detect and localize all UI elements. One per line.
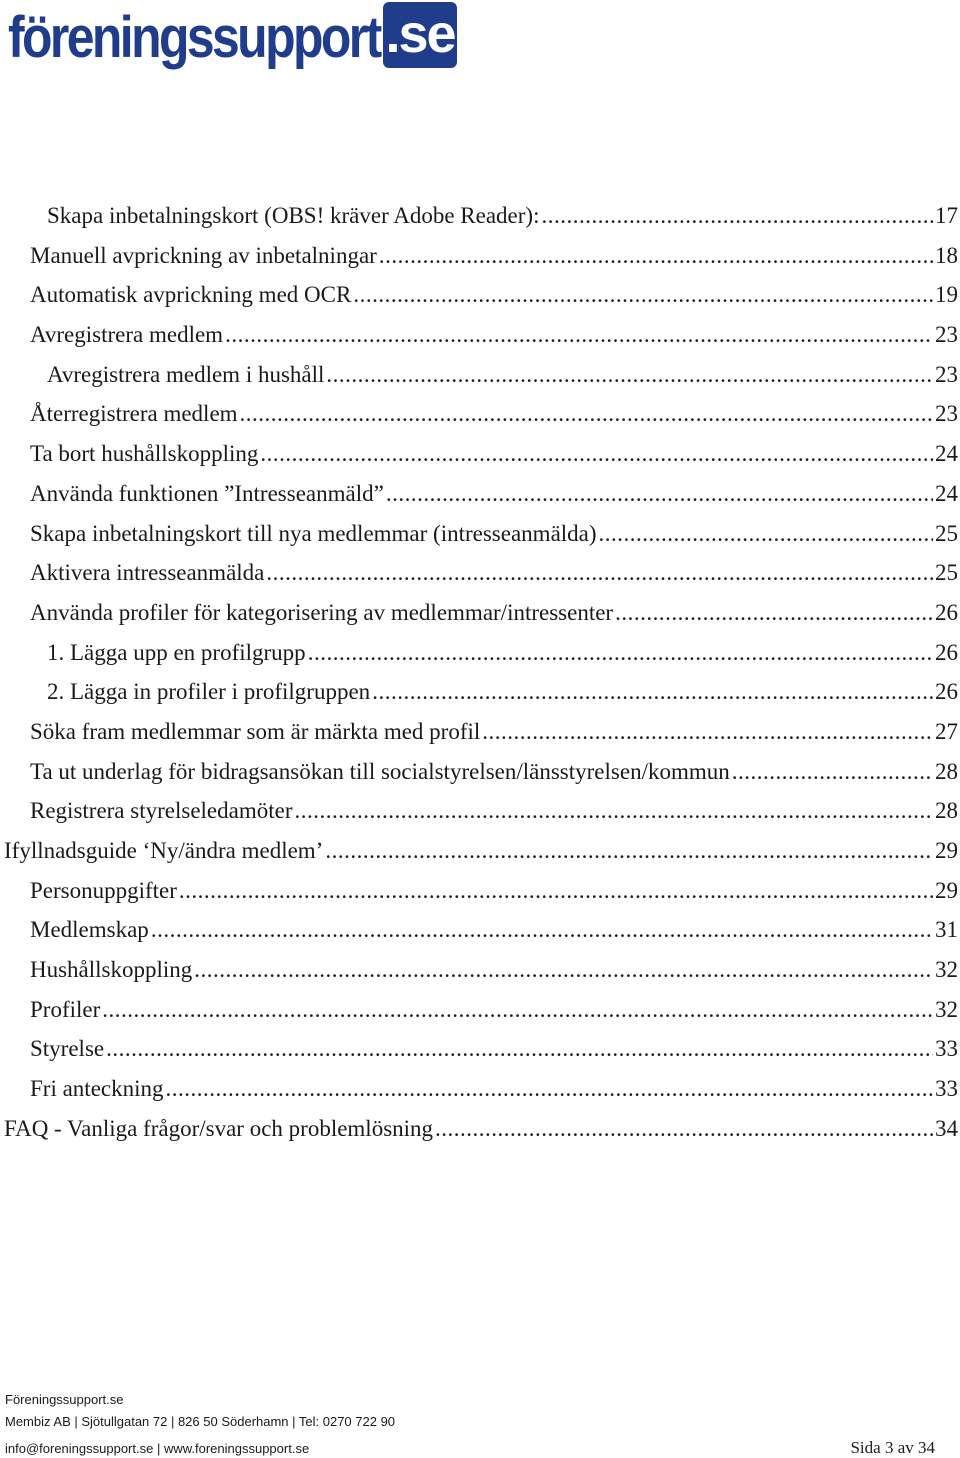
toc-entry-title: Personuppgifter xyxy=(30,877,177,903)
toc-entry-page: 26 xyxy=(935,599,958,625)
toc-entry[interactable] xyxy=(0,355,960,395)
toc-dot-leader xyxy=(260,434,933,474)
footer-contact: info@foreningssupport.se | www.foreningssupport.se xyxy=(5,1441,310,1456)
toc-entry[interactable] xyxy=(0,394,960,434)
toc-entry-page: 23 xyxy=(935,361,958,387)
footer-address: Membiz AB | Sjötullgatan 72 | 826 50 Söderhamn | Tel: 0270 722 90 xyxy=(5,1414,396,1429)
toc-dot-leader xyxy=(179,871,933,911)
toc-entry-page: 25 xyxy=(935,560,958,586)
toc-entry-title: Återregistrera medlem xyxy=(30,401,238,427)
table-of-contents xyxy=(0,196,960,1149)
toc-dot-leader xyxy=(102,990,933,1030)
toc-dot-leader xyxy=(386,474,933,514)
toc-entry-title: Skapa inbetalningskort (OBS! kräver Adobe Reader): xyxy=(47,203,540,228)
toc-entry-page: 33 xyxy=(935,1036,958,1062)
toc-entry-page: 18 xyxy=(935,242,958,268)
toc-dot-leader xyxy=(435,1109,933,1149)
toc-entry-title: 2. Lägga in profiler i profilgruppen xyxy=(47,679,371,705)
toc-entry-page: 24 xyxy=(935,441,958,467)
toc-entry-title: Aktivera intresseanmälda xyxy=(30,560,265,586)
toc-entry-page: 28 xyxy=(935,798,958,824)
toc-dot-leader xyxy=(325,831,933,871)
toc-entry[interactable] xyxy=(0,1109,960,1149)
site-logo xyxy=(8,2,440,74)
toc-dot-leader xyxy=(615,593,933,633)
toc-entry-page: 32 xyxy=(935,996,958,1022)
toc-entry-page: 24 xyxy=(935,480,958,506)
toc-entry-page: 27 xyxy=(935,718,958,744)
toc-dot-leader xyxy=(266,553,933,593)
toc-entry-page: 29 xyxy=(935,838,958,863)
toc-entry[interactable] xyxy=(0,910,960,950)
toc-entry[interactable] xyxy=(0,1069,960,1109)
toc-entry[interactable] xyxy=(0,831,960,871)
toc-dot-leader xyxy=(225,315,933,355)
toc-entry-title: Profiler xyxy=(30,996,101,1022)
toc-dot-leader xyxy=(308,633,933,673)
logo-domain-badge: .se xyxy=(383,2,457,68)
toc-entry[interactable] xyxy=(0,315,960,355)
toc-entry-title: Skapa inbetalningskort till nya medlemmar (intresseanmälda) xyxy=(30,520,597,546)
page-number: Sida 3 av 34 xyxy=(850,1438,935,1457)
toc-dot-leader xyxy=(166,1069,934,1109)
toc-entry[interactable] xyxy=(0,275,960,315)
toc-entry-title: Använda funktionen ”Intresseanmäld” xyxy=(30,480,384,506)
toc-entry-page: 31 xyxy=(935,917,958,943)
toc-entry[interactable] xyxy=(0,752,960,792)
toc-entry-page: 33 xyxy=(935,1076,958,1102)
toc-dot-leader xyxy=(106,1029,933,1069)
toc-dot-leader xyxy=(379,236,933,276)
toc-entry-page: 34 xyxy=(935,1115,958,1141)
footer-company: Föreningssupport.se xyxy=(5,1392,124,1407)
toc-entry-title: Ifyllnadsguide ‘Ny/ändra medlem’ xyxy=(4,838,324,863)
toc-entry-title: Ta ut underlag för bidragsansökan till socialstyrelsen/länsstyrelsen/kommun xyxy=(30,758,730,784)
toc-entry-title: Ta bort hushållskoppling xyxy=(30,441,259,467)
toc-dot-leader xyxy=(599,514,933,554)
toc-entry[interactable] xyxy=(0,712,960,752)
toc-entry-title: Fri anteckning xyxy=(30,1076,164,1102)
toc-entry-page: 32 xyxy=(935,957,958,983)
toc-dot-leader xyxy=(541,196,933,236)
toc-entry[interactable] xyxy=(0,672,960,712)
toc-entry[interactable] xyxy=(0,871,960,911)
toc-entry[interactable] xyxy=(0,593,960,633)
toc-dot-leader xyxy=(240,394,933,434)
toc-entry-title: Använda profiler för kategorisering av medlemmar/intressenter xyxy=(30,599,614,625)
toc-entry[interactable] xyxy=(0,553,960,593)
toc-entry-title: Avregistrera medlem i hushåll xyxy=(47,361,325,387)
toc-entry[interactable] xyxy=(0,950,960,990)
toc-entry-page: 19 xyxy=(935,282,958,308)
toc-entry[interactable] xyxy=(0,791,960,831)
toc-dot-leader xyxy=(294,791,933,831)
toc-dot-leader xyxy=(194,950,933,990)
toc-entry-title: 1. Lägga upp en profilgrupp xyxy=(47,639,306,665)
toc-entry-title: Söka fram medlemmar som är märkta med profil xyxy=(30,718,481,744)
toc-entry[interactable] xyxy=(0,236,960,276)
toc-entry-title: Styrelse xyxy=(30,1036,105,1062)
toc-entry-title: Avregistrera medlem xyxy=(30,322,224,348)
toc-dot-leader xyxy=(353,275,933,315)
toc-entry-page: 28 xyxy=(935,758,958,784)
toc-dot-leader xyxy=(482,712,933,752)
toc-entry-title: Automatisk avprickning med OCR xyxy=(30,282,352,308)
toc-entry-page: 23 xyxy=(935,322,958,348)
toc-entry-page: 29 xyxy=(935,877,958,903)
toc-dot-leader xyxy=(326,355,933,395)
toc-entry[interactable] xyxy=(0,434,960,474)
toc-entry[interactable] xyxy=(0,990,960,1030)
toc-entry[interactable] xyxy=(0,474,960,514)
toc-entry-title: Medlemskap xyxy=(30,917,149,943)
logo-wordmark: föreningssupport xyxy=(8,5,380,70)
toc-entry[interactable] xyxy=(0,514,960,554)
toc-entry[interactable] xyxy=(0,633,960,673)
toc-entry-page: 26 xyxy=(935,639,958,665)
toc-entry-title: Hushållskoppling xyxy=(30,957,193,983)
toc-entry-page: 25 xyxy=(935,520,958,546)
toc-dot-leader xyxy=(151,910,933,950)
toc-dot-leader xyxy=(372,672,933,712)
toc-entry-title: Registrera styrelseledamöter xyxy=(30,798,293,824)
toc-entry-title: FAQ - Vanliga frågor/svar och problemlösning xyxy=(4,1115,434,1141)
toc-entry-page: 26 xyxy=(935,679,958,705)
toc-entry-page: 17 xyxy=(935,203,958,228)
toc-entry-title: Manuell avprickning av inbetalningar xyxy=(30,242,377,268)
toc-entry-page: 23 xyxy=(935,401,958,427)
toc-entry[interactable] xyxy=(0,1029,960,1069)
toc-entry[interactable] xyxy=(0,196,960,236)
toc-dot-leader xyxy=(732,752,933,792)
